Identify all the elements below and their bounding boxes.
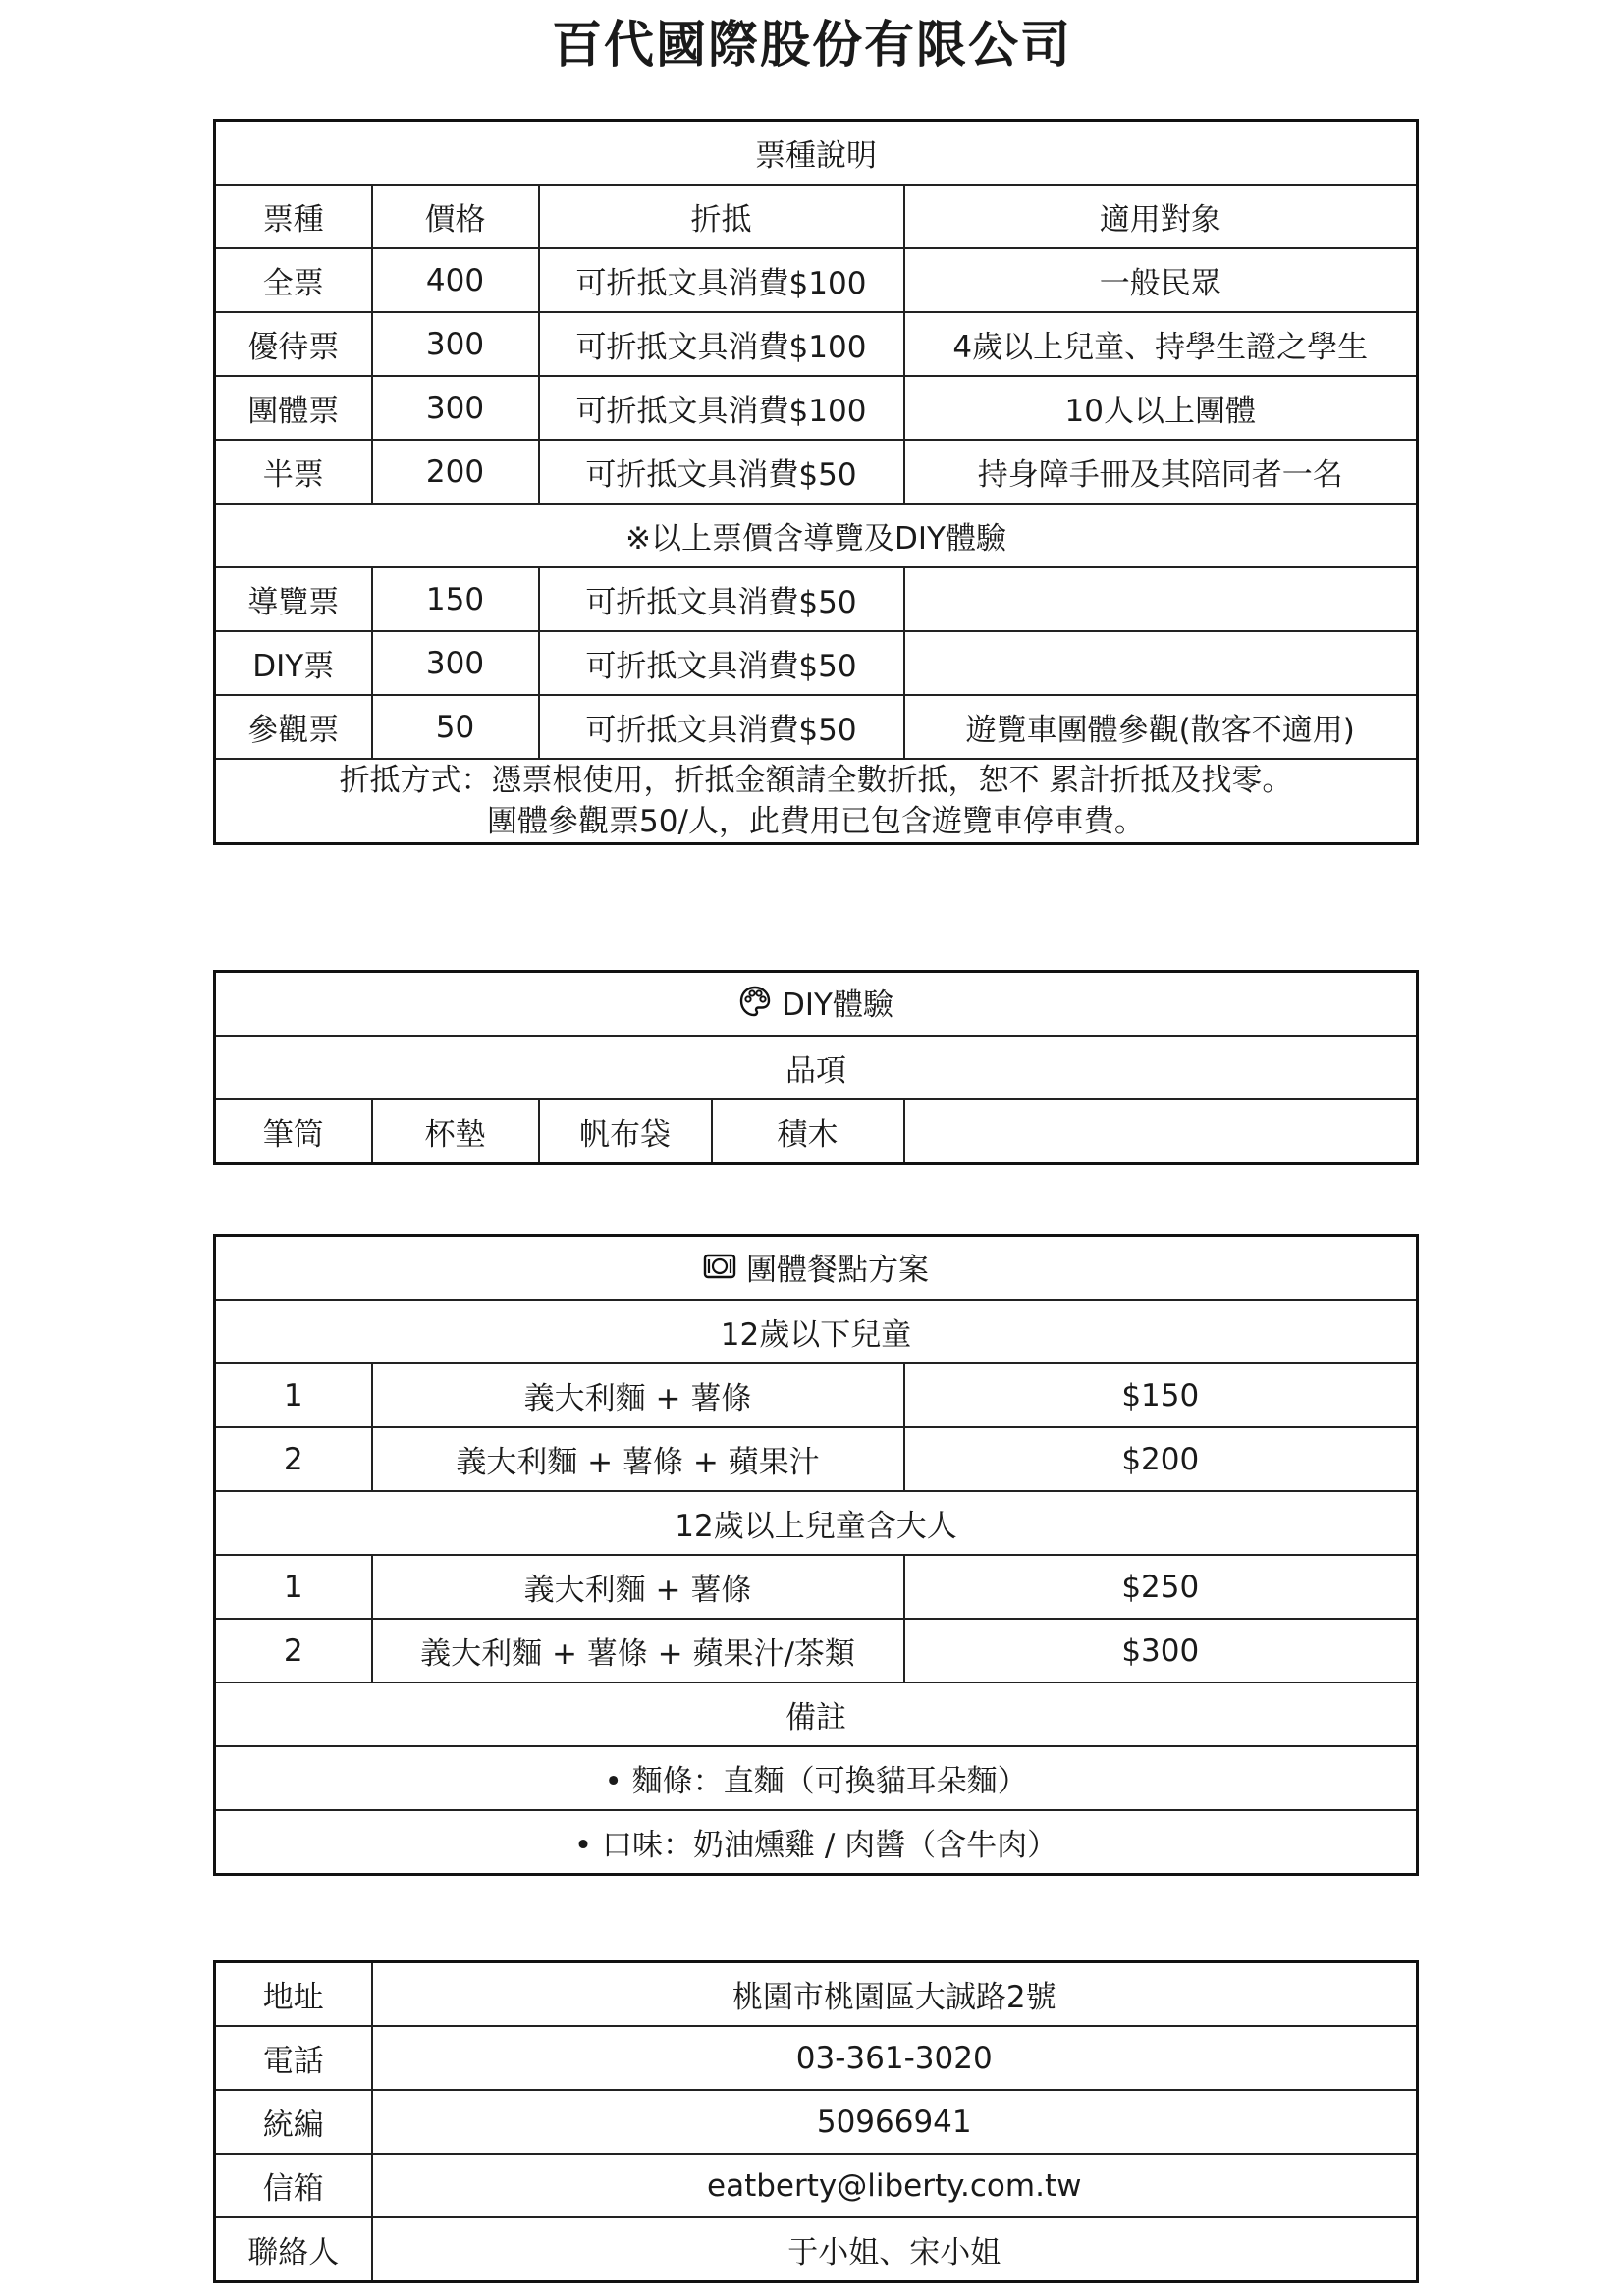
- diy-title: DIY體驗: [782, 988, 893, 1024]
- ticket-price: 50: [372, 695, 539, 759]
- contact-label: 聯絡人: [215, 2217, 372, 2282]
- ticket-type: 導覽票: [215, 567, 372, 631]
- table-row: [215, 1363, 1418, 1427]
- ticket-discount: 可折抵文具消費$100: [539, 248, 904, 312]
- table-row: [215, 567, 1418, 631]
- meal-item: 義大利麵 + 薯條: [372, 1555, 904, 1619]
- ticket-price: 300: [372, 376, 539, 440]
- meal-group-label: 12歲以下兒童: [215, 1300, 1418, 1363]
- remark-item: • 口味：奶油燻雞 / 肉醬（含牛肉）: [215, 1810, 1418, 1875]
- ticket-discount: 可折抵文具消費$50: [539, 695, 904, 759]
- table-row: [215, 695, 1418, 759]
- diy-item: 杯墊: [372, 1099, 539, 1164]
- diy-item: 筆筒: [215, 1099, 372, 1164]
- remark-item: • 麵條：直麵（可換貓耳朵麵）: [215, 1746, 1418, 1810]
- ticket-price: 300: [372, 312, 539, 376]
- meal-item: 義大利麵 + 薯條 + 蘋果汁/茶類: [372, 1619, 904, 1682]
- remarks-header: 備註: [215, 1682, 1418, 1746]
- contact-label: 信箱: [215, 2154, 372, 2217]
- table-row: [215, 1619, 1418, 1682]
- ticket-price: 300: [372, 631, 539, 695]
- table-row: [215, 631, 1418, 695]
- contact-email: eatberty@liberty.com.tw: [372, 2154, 1418, 2217]
- table-row: [215, 376, 1418, 440]
- meal-number: 2: [215, 1619, 372, 1682]
- ticket-target: [904, 567, 1418, 631]
- meal-price: $200: [904, 1427, 1418, 1491]
- contact-label: 統編: [215, 2090, 372, 2154]
- diy-header: [215, 972, 1418, 1037]
- company-title: 百代國際股份有限公司: [551, 17, 1072, 75]
- column-header: 折抵: [539, 185, 904, 248]
- ticket-table-header: 票種說明: [215, 121, 1418, 186]
- column-header: 適用對象: [904, 185, 1418, 248]
- table-row: [215, 2090, 1418, 2154]
- ticket-type: 團體票: [215, 376, 372, 440]
- ticket-type: 參觀票: [215, 695, 372, 759]
- plate-icon: [703, 1252, 736, 1289]
- diy-table: [213, 970, 1419, 1165]
- ticket-discount: 可折抵文具消費$50: [539, 440, 904, 504]
- ticket-columns-row: [215, 185, 1418, 248]
- column-header: 價格: [372, 185, 539, 248]
- ticket-target: 持身障手冊及其陪同者一名: [904, 440, 1418, 504]
- meal-number: 1: [215, 1555, 372, 1619]
- ticket-price: 400: [372, 248, 539, 312]
- meal-header: [215, 1236, 1418, 1301]
- table-row: [215, 248, 1418, 312]
- ticket-target: [904, 631, 1418, 695]
- ticket-discount: 可折抵文具消費$50: [539, 631, 904, 695]
- included-note: ※以上票價含導覽及DIY體驗: [215, 504, 1418, 567]
- ticket-type: DIY票: [215, 631, 372, 695]
- column-header: 票種: [215, 185, 372, 248]
- diy-item: 積木: [712, 1099, 904, 1164]
- meal-price: $300: [904, 1619, 1418, 1682]
- table-row: [215, 312, 1418, 376]
- ticket-type: 全票: [215, 248, 372, 312]
- meal-number: 2: [215, 1427, 372, 1491]
- table-row: [215, 1962, 1418, 2027]
- contact-person: 于小姐、宋小姐: [372, 2217, 1418, 2282]
- meal-table: [213, 1234, 1419, 1876]
- contact-tax-id: 50966941: [372, 2090, 1418, 2154]
- table-row: [215, 1555, 1418, 1619]
- ticket-type: 半票: [215, 440, 372, 504]
- contact-address: 桃園市桃園區大誠路2號: [372, 1962, 1418, 2027]
- ticket-target: 一般民眾: [904, 248, 1418, 312]
- table-row: [215, 440, 1418, 504]
- ticket-discount: 可折抵文具消費$50: [539, 567, 904, 631]
- contact-phone: 03-361-3020: [372, 2026, 1418, 2090]
- diy-item: 帆布袋: [539, 1099, 712, 1164]
- discount-method-note: [215, 759, 1418, 844]
- palette-icon: [738, 985, 772, 1026]
- diy-items-row: [215, 1099, 1418, 1164]
- meal-item: 義大利麵 + 薯條: [372, 1363, 904, 1427]
- ticket-table: [213, 119, 1419, 845]
- ticket-target: 10人以上團體: [904, 376, 1418, 440]
- ticket-price: 150: [372, 567, 539, 631]
- meal-group-label: 12歲以上兒童含大人: [215, 1491, 1418, 1555]
- ticket-type: 優待票: [215, 312, 372, 376]
- meal-title: 團體餐點方案: [746, 1253, 930, 1289]
- contact-table: [213, 1960, 1419, 2283]
- meal-price: $250: [904, 1555, 1418, 1619]
- note-line: 團體參觀票50/人，此費用已包含遊覽車停車費。: [487, 804, 1145, 839]
- ticket-discount: 可折抵文具消費$100: [539, 312, 904, 376]
- ticket-price: 200: [372, 440, 539, 504]
- diy-subheader: 品項: [215, 1036, 1418, 1099]
- ticket-discount: 可折抵文具消費$100: [539, 376, 904, 440]
- contact-label: 電話: [215, 2026, 372, 2090]
- diy-item: [904, 1099, 1418, 1164]
- note-line: 折抵方式：憑票根使用，折抵金額請全數折抵，恕不 累計折抵及找零。: [339, 763, 1293, 798]
- meal-price: $150: [904, 1363, 1418, 1427]
- table-row: [215, 2217, 1418, 2282]
- contact-label: 地址: [215, 1962, 372, 2027]
- table-row: [215, 1427, 1418, 1491]
- ticket-target: 遊覽車團體參觀(散客不適用): [904, 695, 1418, 759]
- meal-number: 1: [215, 1363, 372, 1427]
- meal-item: 義大利麵 + 薯條 + 蘋果汁: [372, 1427, 904, 1491]
- table-row: [215, 2026, 1418, 2090]
- table-row: [215, 2154, 1418, 2217]
- ticket-target: 4歲以上兒童、持學生證之學生: [904, 312, 1418, 376]
